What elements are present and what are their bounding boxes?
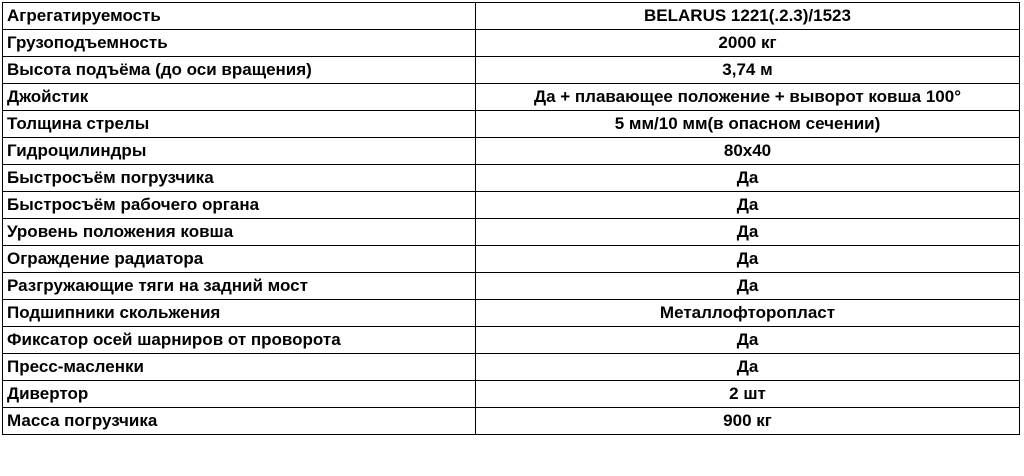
param-name: Толщина стрелы <box>3 111 476 138</box>
param-value: Да <box>476 192 1020 219</box>
table-row <box>3 408 1020 435</box>
table-row <box>3 354 1020 381</box>
param-value: Да <box>476 327 1020 354</box>
param-name: Быстросъём погрузчика <box>3 165 476 192</box>
param-name: Разгружающие тяги на задний мост <box>3 273 476 300</box>
param-name: Быстросъём рабочего органа <box>3 192 476 219</box>
param-value: Да <box>476 219 1020 246</box>
table-row <box>3 165 1020 192</box>
param-name: Масса погрузчика <box>3 408 476 435</box>
table-row <box>3 192 1020 219</box>
specifications-table-body <box>3 3 1020 435</box>
param-value: Да + плавающее положение + выворот ковша 100° <box>476 84 1020 111</box>
param-value: Да <box>476 273 1020 300</box>
table-row <box>3 57 1020 84</box>
param-name: Дивертор <box>3 381 476 408</box>
table-row <box>3 300 1020 327</box>
table-row <box>3 246 1020 273</box>
param-value: BELARUS 1221(.2.3)/1523 <box>476 3 1020 30</box>
param-name: Высота подъёма (до оси вращения) <box>3 57 476 84</box>
param-value: 900 кг <box>476 408 1020 435</box>
param-name: Уровень положения ковша <box>3 219 476 246</box>
table-row <box>3 327 1020 354</box>
param-name: Грузоподъемность <box>3 30 476 57</box>
param-value: 80x40 <box>476 138 1020 165</box>
param-value: 5 мм/10 мм(в опасном сечении) <box>476 111 1020 138</box>
specifications-table <box>2 2 1020 435</box>
param-name: Фиксатор осей шарниров от проворота <box>3 327 476 354</box>
param-value: Да <box>476 354 1020 381</box>
table-row <box>3 219 1020 246</box>
table-row <box>3 84 1020 111</box>
param-name: Гидроцилиндры <box>3 138 476 165</box>
table-row <box>3 3 1020 30</box>
table-row <box>3 381 1020 408</box>
table-row <box>3 138 1020 165</box>
param-value: 3,74 м <box>476 57 1020 84</box>
param-name: Подшипники скольжения <box>3 300 476 327</box>
param-value: 2 шт <box>476 381 1020 408</box>
param-name: Агрегатируемость <box>3 3 476 30</box>
param-value: Да <box>476 246 1020 273</box>
param-value: Металлофторопласт <box>476 300 1020 327</box>
param-name: Ограждение радиатора <box>3 246 476 273</box>
param-name: Джойстик <box>3 84 476 111</box>
param-name: Пресс-масленки <box>3 354 476 381</box>
param-value: 2000 кг <box>476 30 1020 57</box>
param-value: Да <box>476 165 1020 192</box>
table-row <box>3 273 1020 300</box>
table-row <box>3 30 1020 57</box>
table-row <box>3 111 1020 138</box>
